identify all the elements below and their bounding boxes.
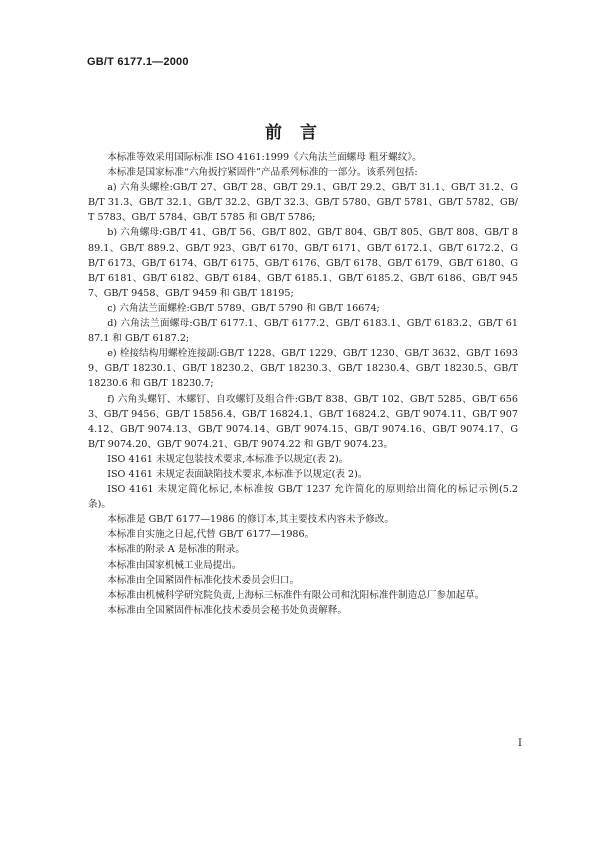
list-item-e: e) 栓接结构用螺栓连接副:GB/T 1228、GB/T 1229、GB/T 1230、GB/T 3632、GB/T 16939、GB/T 18230.1、GB/T 18230.2、GB/T 18230.3、GB/T 18230.4、GB/T 18230.5、GB/T 18230.6 和 GB/T 18230.7;: [88, 348, 518, 390]
paragraph-annex: 本标准的附录 A 是标准的附录。: [107, 544, 245, 556]
list-item-a: a) 六角头螺栓:GB/T 27、GB/T 28、GB/T 29.1、GB/T 29.2、GB/T 31.1、GB/T 31.2、GB/T 31.3、GB/T 32.1、GB/T 32.2、GB/T 32.3、GB/T 5780、GB/T 5781、GB/T 5782、GB/T 5783、GB/T 5784、GB/T 5785 和 GB/T 5786;: [88, 182, 518, 224]
paragraph-drafted-by: 本标准由机械科学研究院负责,上海标三标准件有限公司和沈阳标准件制造总厂参加起草。: [107, 589, 485, 601]
list-item-b: b) 六角螺母:GB/T 41、GB/T 56、GB/T 802、GB/T 804、GB/T 805、GB/T 808、GB/T 889.1、GB/T 889.2、GB/T 923、GB/T 6170、GB/T 6171、GB/T 6172.1、GB/T 6172.2、GB/T 6173、GB/T 6174、GB/T 6175、GB/T 6176、GB/T 6178、GB/T 6179、GB/T 6180、GB/T 6181、GB/T 6182、GB/T 6184、GB/T 6185.1、GB/T 6185.2、GB/T 6186、GB/T 9457、GB/T 9458、GB/T 9459 和 GB/T 18195;: [88, 227, 518, 299]
foreword-body: [88, 150, 518, 618]
paragraph-proposed-by: 本标准由国家机械工业局提出。: [107, 559, 242, 571]
paragraph-series-intro: 本标准是国家标准“六角扳拧紧固件”产品系列标准的一部分。该系列包括:: [107, 167, 418, 179]
paragraph-adoption: 本标准等效采用国际标准 ISO 4161:1999《六角法兰面螺母 粗牙螺纹》。: [107, 152, 422, 163]
paragraph-surface-defects: ISO 4161 未规定表面缺陷技术要求,本标准予以规定(表 2)。: [107, 468, 368, 480]
page-number: I: [518, 738, 522, 749]
paragraph-replaces: 本标准自实施之日起,代替 GB/T 6177—1986。: [107, 529, 315, 541]
list-item-f: f) 六角头螺钉、木螺钉、自攻螺钉及组合件:GB/T 838、GB/T 102、GB/T 5285、GB/T 6563、GB/T 9456、GB/T 15856.4、GB/T 16824.1、GB/T 16824.2、GB/T 9074.11、GB/T 9074.12、GB/T 9074.13、GB/T 9074.14、GB/T 9074.15、GB/T 9074.16、GB/T 9074.17、GB/T 9074.20、GB/T 9074.21、GB/T 9074.22 和 GB/T 9074.23。: [88, 393, 518, 450]
paragraph-centralized-by: 本标准由全国紧固件标准化技术委员会归口。: [107, 574, 300, 586]
list-item-c: c) 六角法兰面螺栓:GB/T 5789、GB/T 5790 和 GB/T 16674;: [107, 302, 380, 314]
list-item-d: d) 六角法兰面螺母:GB/T 6177.1、GB/T 6177.2、GB/T 6183.1、GB/T 6183.2、GB/T 6187.1 和 GB/T 6187.2;: [88, 318, 518, 345]
paragraph-revision: 本标准是 GB/T 6177—1986 的修订本,其主要技术内容未予修改。: [107, 514, 395, 526]
paragraph-packaging: ISO 4161 未规定包装技术要求,本标准予以规定(表 2)。: [107, 453, 349, 465]
standard-id: GB/T 6177.1—2000: [87, 56, 189, 68]
paragraph-interpretation: 本标准由全国紧固件标准化技术委员会秘书处负责解释。: [107, 604, 348, 616]
page-title: 前言: [265, 123, 335, 143]
paragraph-marking: ISO 4161 未规定简化标记,本标准按 GB/T 1237 允许简化的原则给出简化的标记示例(5.2 条)。: [88, 484, 518, 511]
